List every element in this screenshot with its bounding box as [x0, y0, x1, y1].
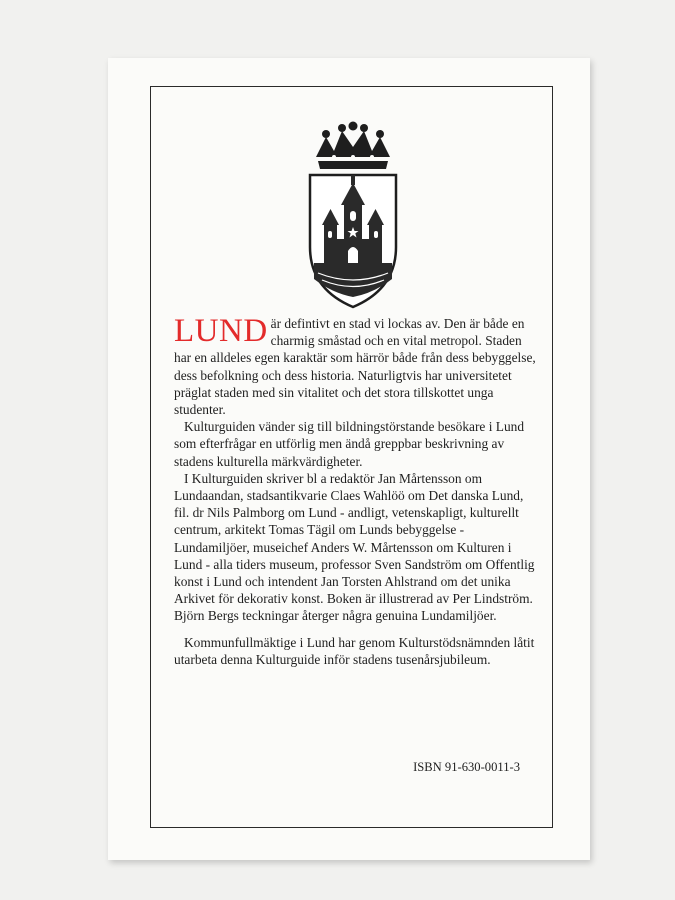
book-back-cover: [108, 58, 590, 860]
cover-frame: [150, 86, 553, 828]
paragraph-intro: [174, 315, 540, 418]
paragraph-1-text: är defintivt en stad vi lockas av. Den är både en charmig småstad och en vital metropol. Staden har en alldeles egen karaktär som härrör både från dess bebyggelse, dess befolkning och dess historia. Naturligtvis har universitetet präglat staden med sin vitalitet och det stora tillskottet unga studenter.: [174, 316, 536, 418]
paragraph-4: Kommunfullmäktige i Lund har genom Kulturstödsnämnden låtit utarbeta denna Kulturguide inför stadens tusenårsjubileum.: [174, 634, 535, 667]
paragraph-2: Kulturguiden vänder sig till bildningstörstande besökare i Lund som efterfrågar en utförlig men ändå greppbar beskrivning av stadens kulturella märkvärdigheter.: [174, 419, 525, 469]
isbn-label: ISBN 91-630-0011-3: [413, 760, 520, 774]
cover-text: [174, 315, 540, 668]
lead-word-lund: LUND: [174, 313, 268, 349]
paragraph-3: I Kulturguiden skriver bl a redaktör Jan Mårtensson om Lundaandan, stadsantikvarie Claes Wahlöö om Det danska Lund, fil. dr Nils Palmborg om Lund - andligt, vetenskapligt, kulturellt centrum, arkitekt Tomas Tägil om Lunds bebyggelse - Lundamiljöer, museichef Anders W. Mårtensson om Kulturen i Lund - alla tiders museum, professor Sven Sandström om Offentlig konst i Lund och intendent Jan Torsten Ahlstrand om det unika Arkivet för dekorativ konst. Boken är illustrerad av Per Lindström. Björn Bergs teckningar återger några genuina Lundamiljöer.: [174, 470, 535, 624]
city-coat-of-arms-icon: [304, 117, 402, 317]
